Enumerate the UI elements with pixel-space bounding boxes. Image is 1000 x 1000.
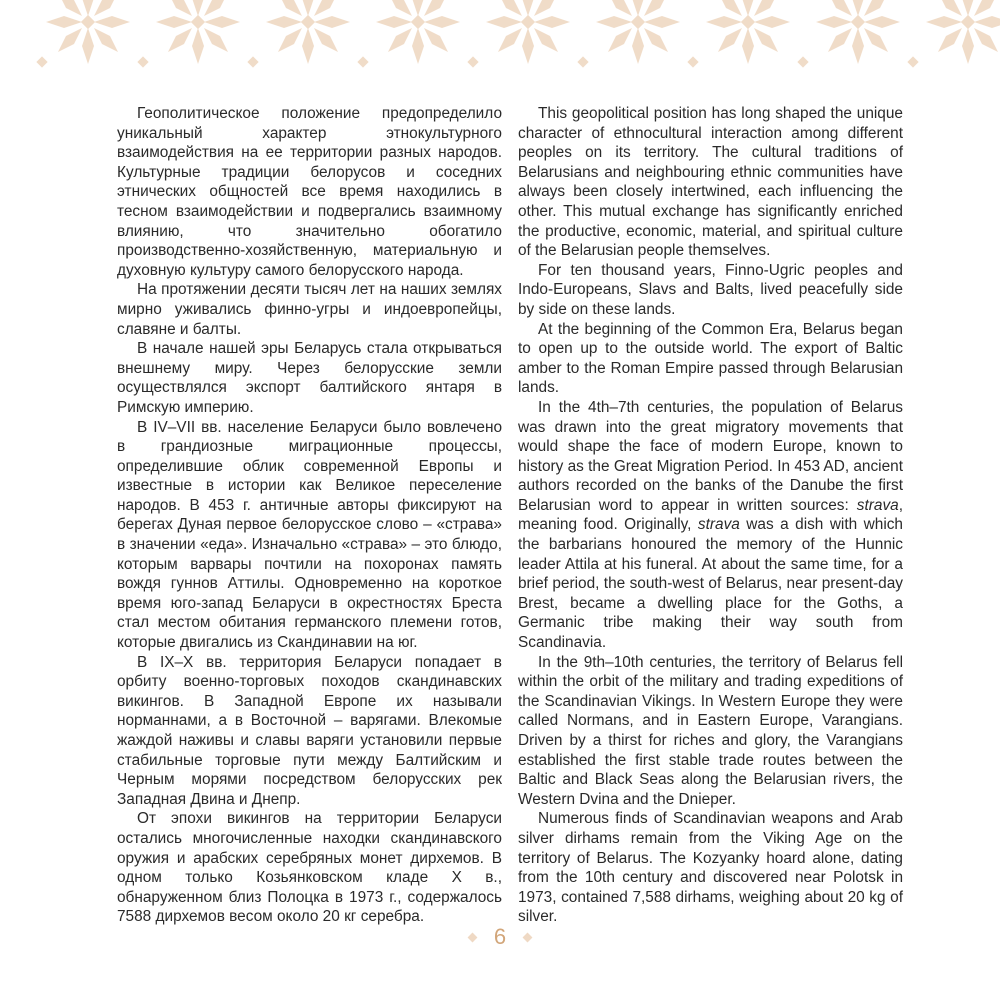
russian-text-column [117, 104, 502, 927]
ru-paragraph-3: В начале нашей эры Беларусь стала открываться внешнему миру. Через белорусские земли осуществлялся экспорт балтийского янтаря в Римскую империю. [117, 340, 502, 416]
en-paragraph-4 [518, 398, 903, 653]
en-paragraph-2: For ten thousand years, Finno-Ugric peoples and Indo-Europeans, Slavs and Balts, lived peacefully side by side on these lands. [518, 261, 903, 318]
en-paragraph-1: This geopolitical position has long shaped the unique character of ethnocultural interaction among different peoples on its territory. The cultural traditions of Belarusians and neighbouring ethnic communities have always been closely intertwined, each influencing the other. This mutual exchange has significantly enriched the productive, economic, material, and spiritual culture of the Belarusian people themselves. [518, 105, 903, 260]
ru-paragraph-6: От эпохи викингов на территории Беларуси остались многочисленные находки скандинавского оружия и арабских серебряных монет дирхемов. В одном только Козьянковском кладе X в., обнаруженном близ Полоцка в 1973 г., содержалось 7588 дирхемов весом около 20 кг серебра. [117, 810, 502, 926]
diamond-ornament-right [523, 932, 533, 942]
page-footer [0, 920, 1000, 954]
en-paragraph-4-part-3: was a dish with which the barbarians honoured the memory of the Hunnic leader Attila at his funeral. At about the same time, for a brief period, the south-west of Belarus, near present-day Brest, became a dwelling place for the Goths, a Germanic tribe making their way south from Scandinavia. [518, 516, 903, 652]
en-paragraph-4-part-2: , meaning food. Originally, [518, 496, 903, 534]
strava-term: strava [856, 496, 899, 514]
en-paragraph-6: Numerous finds of Scandinavian weapons and Arab silver dirhams remain from the Viking Age on the territory of Belarus. The Kozyanky hoard alone, dating from the 10th century and discovered near Polotsk in 1973, contained 7,588 dirhams, weighing about 20 kg of silver. [518, 810, 903, 926]
en-paragraph-3: At the beginning of the Common Era, Belarus began to open up to the outside world. The export of Baltic amber to the Roman Empire passed through Belarusian lands. [518, 320, 903, 397]
page-number: 6 [493, 924, 507, 949]
en-paragraph-4-part-1: In the 4th–7th centuries, the population of Belarus was drawn into the great migratory movements that would shape the face of modern Europe, known to history as the Great Migration Period. In 453 AD, ancient authors recorded on the banks of the Danube the first Belarusian word to appear in written sources: [518, 398, 903, 514]
diamond-ornament-left [467, 932, 477, 942]
ru-paragraph-4: В IV–VII вв. население Беларуси было вовлечено в грандиозные миграционные процессы, определившие облик современной Европы и известные в истории как Великое переселение народов. В 453 г. античные авторы фиксируют на берегах Дуная первое белорусское слово – «страва» в значении «еда». Изначально «страва» – это блюдо, которым варвары почтили на похоронах память вождя гуннов Аттилы. Одновременно на короткое время юго-запад Беларуси в окрестностях Бреста стал местом обитания германского племени готов, которые двигались из Скандинавии на юг. [117, 418, 502, 652]
ornament-pattern [0, 0, 1000, 80]
top-ornament-band [0, 0, 1000, 80]
en-paragraph-5: In the 9th–10th centuries, the territory of Belarus fell within the orbit of the military and trading expeditions of the Scandinavian Vikings. In Western Europe they were called Normans, and in Eastern Europe, Varangians. Driven by a thirst for riches and glory, the Varangians established the first stable trade routes between the Baltic and Black Seas along the Belarusian rivers, the Western Dvina and the Dnieper. [518, 653, 903, 808]
ru-paragraph-1: Геополитическое положение предопределило уникальный характер этнокультурного взаимодействия на ее территории разных народов. Культурные традиции белорусов и соседних этнических общностей все время находились в тесном взаимодействии и подвергались взаимному влиянию, что значительно обогатило производственно-хозяйственную, материальную и духовную культуру самого белорусского народа. [117, 105, 502, 279]
ru-paragraph-2: На протяжении десяти тысяч лет на наших землях мирно уживались финно-угры и индоевропейцы, славяне и балты. [117, 281, 502, 338]
strava-term-2: strava [697, 516, 740, 534]
ru-paragraph-5: В IX–X вв. территория Беларуси попадает в орбиту военно-торговых походов скандинавских викингов. В Западной Европе их называли норманнами, а в Восточной – варягами. Влекомые жаждой наживы и славы варяги установили первые стабильные торговые пути между Балтийским и Черным морями посредством белорусских рек Западная Двина и Днепр. [117, 653, 502, 808]
english-text-column [518, 104, 903, 927]
